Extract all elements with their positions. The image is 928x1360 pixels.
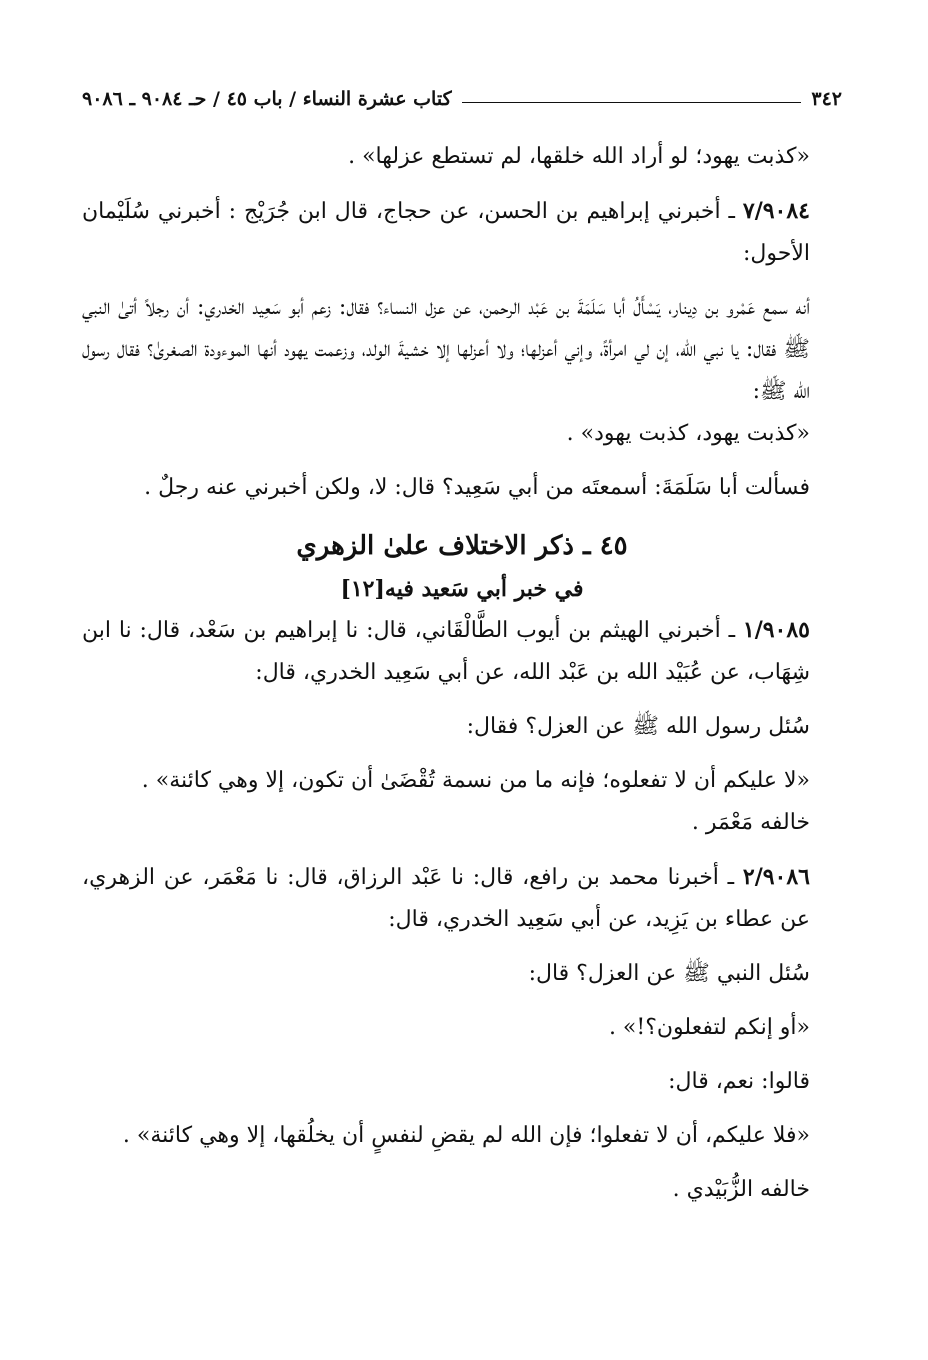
hadith-number: ٧/٩٠٨٤ — [742, 198, 810, 224]
paragraph: أنه سمع عَمْرو بن دِينار، يَسْأَلُ أبا سَلَمَةَ بن عَبْد الرحمن، عن عزل النساء؟ فقال: زعم أبو سَعِيد الخدري: أن رجلاً أتىٰ النبي ﷺ فقال: يا نبي الله، إن لي امرأةً، وإني أعزلها؛ ولا أعزلها إلا خشيةَ الولد، وزعمت يهود أنها الموءودة الصغرىٰ؟ فقال رسول الله ﷺ: — [82, 295, 810, 404]
running-title: كتاب عشرة النساء / باب ٤٥ / حـ ٩٠٨٤ ـ ٩٠٨٦ — [82, 88, 452, 110]
paragraph: فسألت أبا سَلَمَةَ: أسمعتَه من أبي سَعِيد؟ قال: لا، ولكن أخبرني عنه رجلٌ . — [144, 475, 810, 500]
page-body — [82, 136, 842, 1211]
hadith-9085: ١/٩٠٨٥ ـ أخبرني الهيثم بن أيوب الطَّالْقَاني، قال: نا إبراهيم بن سَعْد، قال: نا ابن شِهَاب، عن عُبَيْد الله بن عَبْد الله، عن أبي سَعِيد الخدري، قال: — [82, 617, 810, 685]
paragraph: خالفه الزُّبَيْدي . — [672, 1177, 810, 1202]
paragraph: خالفه مَعْمَر . — [691, 810, 810, 835]
paragraph: «فلا عليكم، أن لا تفعلوا؛ فإن الله لم يقضِ لنفسٍ أن يخلُقها، إلا وهي كائنة» . — [122, 1123, 810, 1148]
page-number: ٣٤٢ — [811, 88, 842, 110]
paragraph: سُئل رسول الله ﷺ عن العزل؟ فقال: — [466, 714, 810, 739]
hadith-9084: ٧/٩٠٨٤ ـ أخبرني إبراهيم بن الحسن، عن حجاج، قال ابن جُرَيْج : أخبرني سُلَيْمان الأحول: — [82, 198, 810, 266]
paragraph: «أو إنكم لتفعلون؟!» . — [608, 1015, 810, 1040]
paragraph: «كذبت يهود؛ لو أراد الله خلقها، لم تستطع عزلها» . — [348, 144, 810, 169]
paragraph: «لا عليكم أن لا تفعلوه؛ فإنه ما من نسمة تُقْضَىٰ أن تكون، إلا وهي كائنة» . — [141, 768, 810, 793]
paragraph: سُئل النبي ﷺ عن العزل؟ قال: — [528, 961, 810, 986]
running-header — [82, 82, 842, 116]
paragraph: «كذبت يهود، كذبت يهود» . — [566, 421, 810, 446]
hadith-number: ٢/٩٠٨٦ — [742, 864, 810, 890]
hadith-number: ١/٩٠٨٥ — [742, 617, 810, 643]
hadith-9086: ٢/٩٠٨٦ ـ أخبرنا محمد بن رافع، قال: نا عَبْد الرزاق، قال: نا مَعْمَر، عن الزهري، عن عطاء بن يَزِيد، عن أبي سَعِيد الخدري، قال: — [82, 864, 810, 932]
section-subtitle: في خبر أبي سَعيد فيه[١٢] — [340, 576, 584, 602]
section-title: ٤٥ ـ ذكر الاختلاف علىٰ الزهري — [296, 531, 628, 561]
header-rule — [462, 102, 802, 103]
paragraph: قالوا: نعم، قال: — [668, 1069, 810, 1094]
